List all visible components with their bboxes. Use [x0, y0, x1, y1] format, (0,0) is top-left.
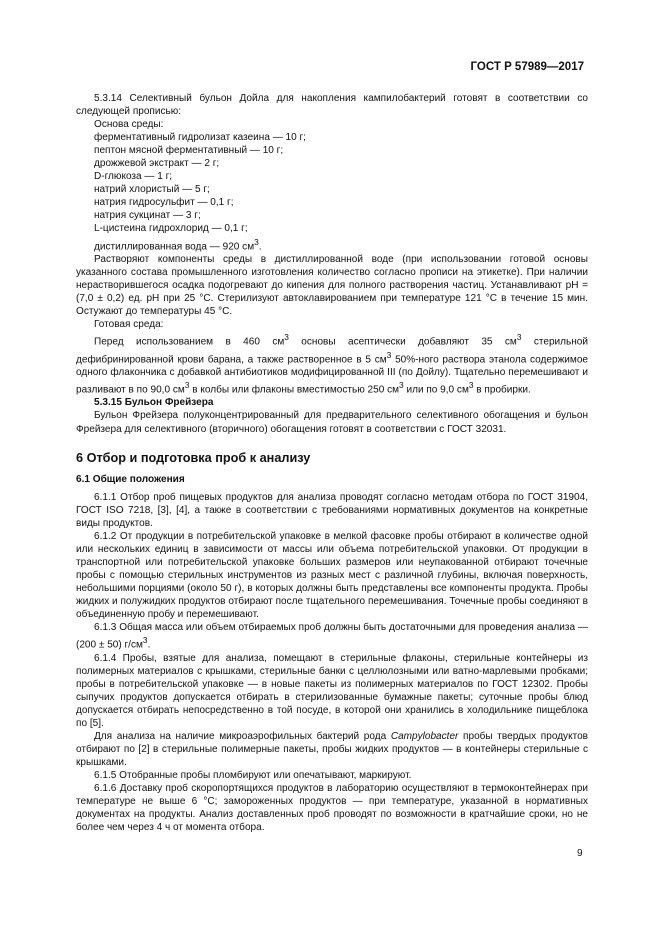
- ready-text: 50%-ного раствора этанола содержимое одного флакончика с добавкой антибиотиков модифицированной III (по Дойлу). Тщательно перемешивают и разливают в по 90,0 см: [76, 353, 588, 396]
- ready-text: в пробирки.: [473, 384, 531, 396]
- ready-paragraph: [76, 331, 588, 396]
- ingredient: натрия сукцинат — 3 г;: [94, 210, 201, 222]
- page-number: 9: [577, 848, 583, 859]
- ingredient: натрий хлористый — 5 г;: [94, 184, 210, 196]
- page-content: [76, 92, 588, 834]
- ingredient-list: [76, 131, 588, 253]
- superscript: 3: [284, 332, 289, 343]
- p613-end: .: [147, 639, 151, 651]
- superscript: 3: [254, 236, 259, 247]
- ingredient: пептон мясной ферментативный — 10 г;: [94, 145, 284, 157]
- subsection-6-1-heading: 6.1 Общие положения: [76, 473, 185, 485]
- superscript: 3: [142, 635, 148, 646]
- paragraph-6-1-1: 6.1.1 Отбор проб пищевых продуктов для анализа проводят согласно методам отбора по ГОСТ 31904, ГОСТ ISO 7218, [3], [4], а также в соответствии с требованиями нормативных документов на конкретные виды продуктов.: [76, 491, 588, 529]
- superscript: 3: [468, 380, 474, 391]
- ingredient: ферментативный гидролизат казеина — 10 г;: [94, 132, 306, 144]
- ingredient-water: [76, 236, 588, 253]
- ready-text: в колбы или флаконы вместимостью 250 см: [189, 384, 400, 396]
- p614b-text: Для анализа на наличие микроаэрофильных бактерий рода: [94, 730, 391, 742]
- paragraph-6-1-4b: [76, 730, 588, 769]
- genus-name: Campylobacter: [390, 730, 459, 742]
- water-text: дистиллированная вода — 920 см: [94, 240, 255, 252]
- superscript: 3: [516, 332, 522, 343]
- ingredient: дрожжевой экстракт — 2 г;: [94, 158, 220, 170]
- ready-text: основы асептически добавляют 35 см: [288, 336, 517, 348]
- ready-title: Готовая среда:: [94, 319, 164, 331]
- paragraph-6-1-4: 6.1.4 Пробы, взятые для анализа, помещают в стерильные флаконы, стерильные контейнеры из полимерных материалов с крышками, стерильные банки с целлюлозными или ватно-марлевыми пробками; пробы в потребительской упаковке — в новые пакеты из полимерных материалов по ГОСТ 12302. Пробы сыпучих продуктов допускается отбирать в стерилизованные бумажные пакеты; суточные пробы блюд допускается отбирать непосредственно в той посуде, в которой они хранились в холодильнике пищеблока по [5].: [76, 652, 588, 729]
- ingredient: D-глюкоза — 1 г;: [94, 171, 173, 183]
- superscript: 3: [184, 380, 190, 391]
- ingredient: натрия гидросульфит — 0,1 г;: [94, 197, 234, 209]
- preparation-paragraph: Растворяют компоненты среды в дистиллированной воде (при использовании готовой основы указанного состава промышленного изготовления количество согласно прописи на этикетке). При наличии нерастворившегося осадка подогревают до кипения для полного растворения частиц. Устанавливают pH = (7,0 ± 0,2) ед. pH при 25 °C. Стерилизуют автоклавированием при температуре 121 °C в течение 15 мин. Остужают до температуры 45 °C.: [76, 253, 588, 318]
- paragraph-6-1-3: [76, 621, 588, 651]
- s5315-text: Бульон Фрейзера полуконцентрированный для предварительного селективного обогащения и бульон Фрейзера для селективного (вторичного) обогащения готовят в соответствии с ГОСТ 32031.: [76, 410, 588, 435]
- s5315-title: 5.3.15 Бульон Фрейзера: [94, 397, 214, 409]
- paragraph-6-1-6: 6.1.6 Доставку проб скоропортящихся продуктов в лабораторию осуществляют в термоконтейнерах при температуре не выше 6 °C; замороженных продуктов — при температуре, указанной в нормативных документах на продукты. Анализ доставленных проб проводят по возможности в кратчайшие сроки, но не более чем через 4 ч от момента отбора.: [76, 783, 588, 834]
- paragraph-6-1-2: 6.1.2 От продукции в потребительской упаковке в мелкой фасовке пробы отбирают в количестве одной или нескольких единиц в зависимости от массы или объема потребительской упаковки. От продукции в транспортной или потребительской упаковке больших размеров или неупакованной отбирают точечные пробы с помощью стерильных инструментов из разных мест с различной глубины, включая поверхность, небольшими порциями (около 50 г), в которых должны быть представлены все компоненты продукта. Пробы жидких и полужидких продуктов отбирают после тщательного перемешивания. Точечные пробы соединяют в объединенную пробу и перемешивают.: [76, 530, 588, 621]
- p614b-text-end: пробы твердых продуктов отбирают по [2] в стерильные полимерные пакеты, пробы жидких продуктов — в контейнеры стерильные с крышками.: [76, 730, 588, 768]
- ready-text: Перед использованием в 460 см: [94, 336, 285, 348]
- ingredient: L-цистеина гидрохлорид — 0,1 г;: [94, 223, 248, 235]
- ready-text: стерильной дефибринированной крови барана, а также растворенное в 5 см: [76, 336, 588, 365]
- s5314-intro: 5.3.14 Селективный бульон Дойла для накопления кампилобактерий готовят в соответствии со следующей прописью:: [76, 93, 588, 118]
- base-title: Основа среды:: [94, 119, 164, 131]
- document-id: ГОСТ Р 57989—2017: [470, 61, 584, 73]
- superscript: 3: [386, 349, 392, 360]
- superscript: 3: [399, 380, 404, 391]
- ready-text: или по 9,0 см: [403, 384, 469, 396]
- p613-text: 6.1.3 Общая масса или объем отбираемых проб должны быть достаточными для проведения анализа — (200 ± 50) г/см: [76, 622, 588, 651]
- paragraph-6-1-5: 6.1.5 Отобранные пробы пломбируют или опечатывают, маркируют.: [94, 769, 412, 781]
- water-end: .: [258, 240, 262, 252]
- section-6-heading: 6 Отбор и подготовка проб к анализу: [76, 450, 311, 465]
